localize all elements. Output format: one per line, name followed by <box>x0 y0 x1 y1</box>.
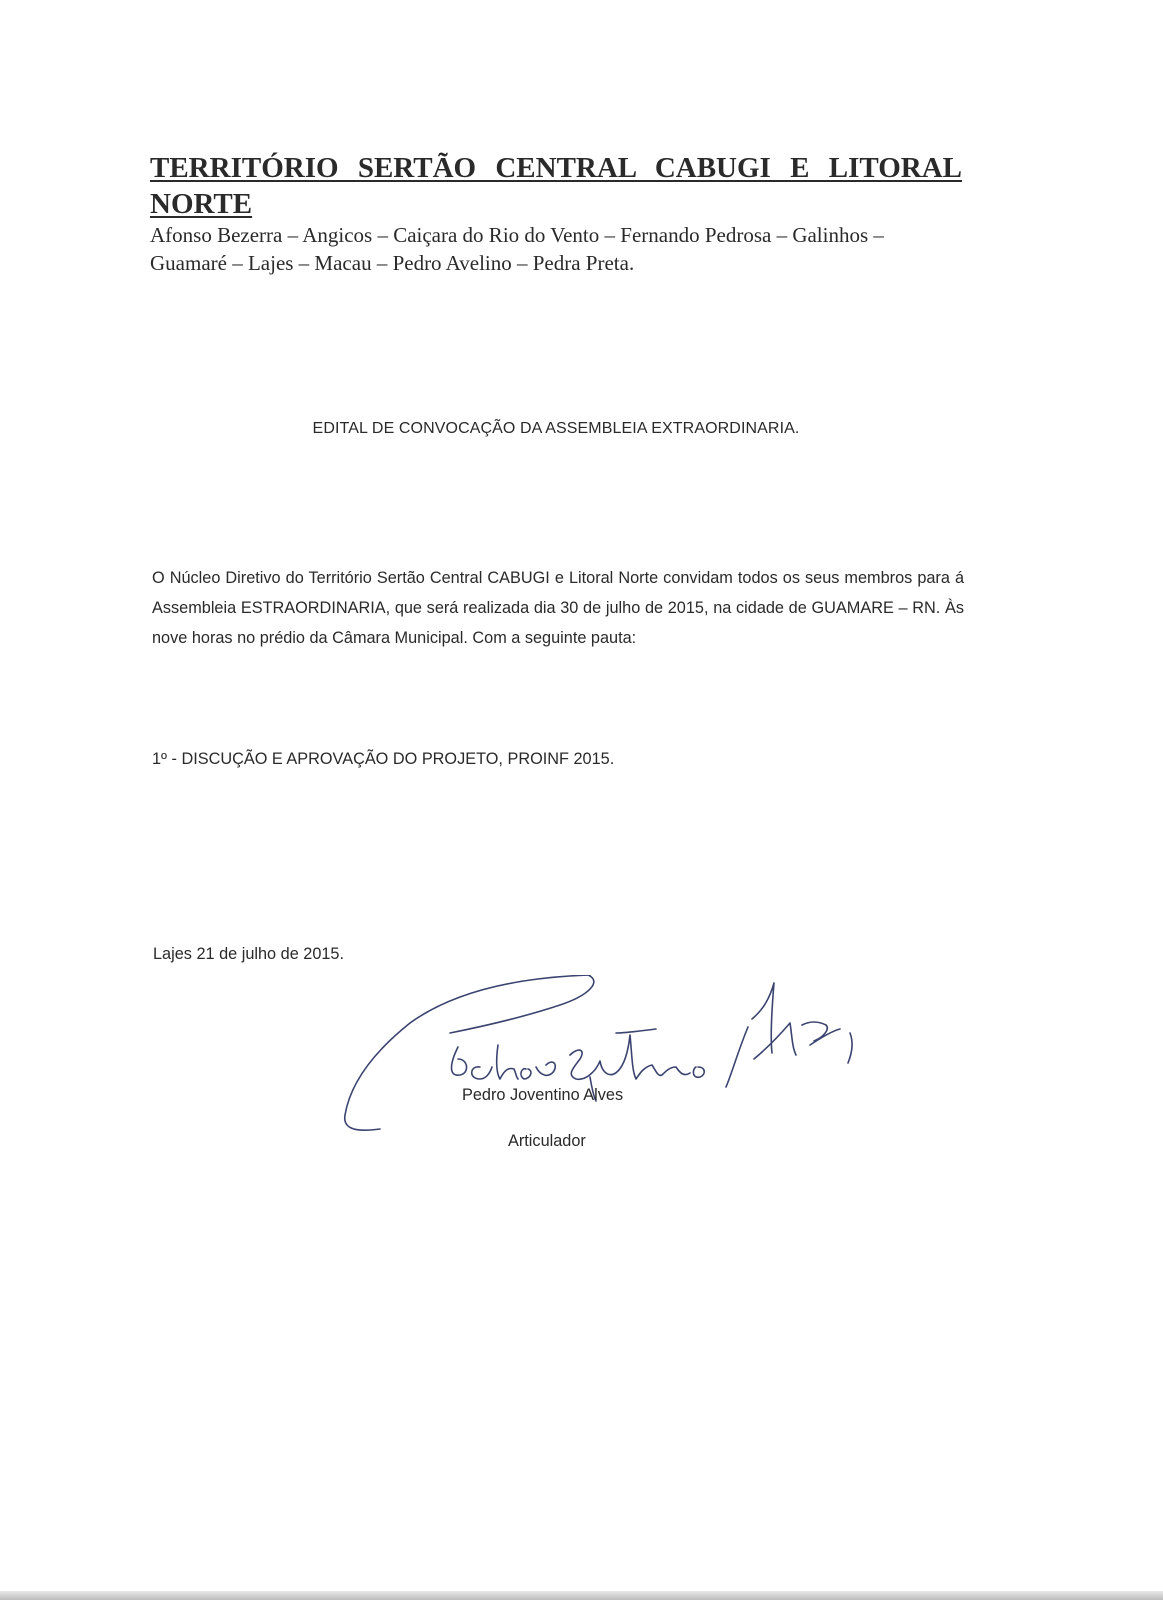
notice-title: EDITAL DE CONVOCAÇÃO DA ASSEMBLEIA EXTRAORDINARIA. <box>312 420 800 437</box>
signer-role: Articulador <box>508 1132 586 1150</box>
signer-name: Pedro Joventino Alves <box>462 1086 624 1104</box>
document-heading: TERRITÓRIO SERTÃO CENTRAL CABUGI E LITORAL NORTE <box>150 152 962 220</box>
notice-body: O Núcleo Diretivo do Território Sertão Central CABUGI e Litoral Norte convidam todos os seus membros para á Assembleia ESTRAORDINARIA, que será realizada dia 30 de julho de 2015, na cidade de GUAMARE – RN. Às nove horas no prédio da Câmara Municipal. Com a seguinte pauta: <box>152 569 964 647</box>
handwritten-signature <box>340 975 940 1150</box>
scan-bottom-edge <box>0 1591 1163 1600</box>
agenda-item: 1º - DISCUÇÃO E APROVAÇÃO DO PROJETO, PROINF 2015. <box>152 750 615 768</box>
place-date: Lajes 21 de julho de 2015. <box>153 945 345 963</box>
municipalities-list: Afonso Bezerra – Angicos – Caiçara do Rio do Vento – Fernando Pedrosa – Galinhos – Guamaré – Lajes – Macau – Pedro Avelino – Pedra Preta. <box>150 223 884 275</box>
